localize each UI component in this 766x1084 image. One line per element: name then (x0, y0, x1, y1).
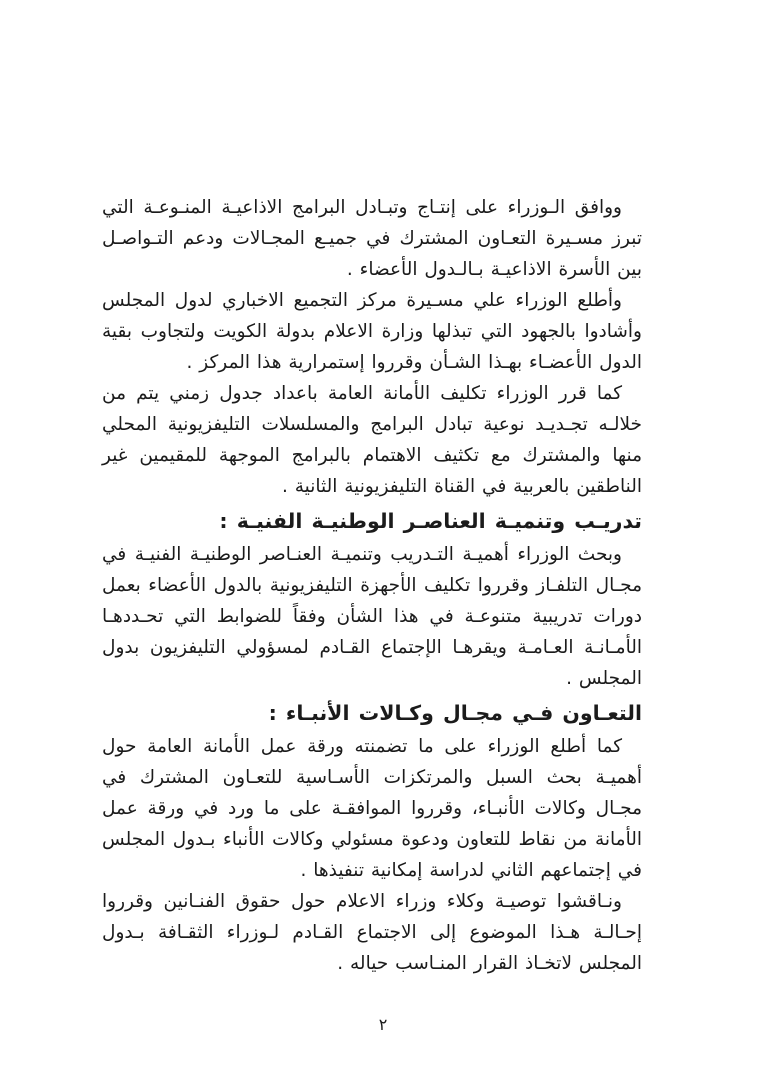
paragraph-news-gathering-center: وأطلع الوزراء علي مسـيرة مركز التجميع الاخباري لدول المجلس وأشادوا بالجهود التي تبذلها وزارة الاعلام بدولة الكويت ولتجاوب بقية الدول الأعضـاء بهـذا الشـأن وقرروا إستمرارية هذا المركز . (102, 290, 642, 373)
paragraph-news-agencies-working-paper: كما أطلع الوزراء على ما تضمنته ورقة عمل الأمانة العامة حول أهميـة بحث السبل والمرتكزات الأسـاسية للتعـاون المشترك في مجـال وكالات الأنبـاء، وقرروا الموافقـة على ما ورد في ورقة عمل الأمانة من نقاط للتعاون ودعوة مسئولي وكالات الأنباء بـدول المجلس في إجتماعهم الثاني لدراسة إمكانية تنفيذها . (102, 736, 642, 881)
paragraph-program-exchange-schedule: كما قرر الوزراء تكليف الأمانة العامة باعداد جدول زمني يتم من خلالـه تجـديـد نوعية تبادل البرامج والمسلسلات التليفزيونية المحلي منها والمشترك مع تكثيف الاهتمام بالبرامج الموجهة للمقيمين غير الناطقين بالعربية في القناة التليفزيونية الثانية . (102, 383, 642, 497)
document-text-block (102, 192, 642, 979)
page-number: ٢ (378, 1015, 388, 1034)
heading-news-agencies-cooperation: التعـاون فـي مجـال وكـالات الأنبـاء : (268, 701, 642, 725)
paragraph-television-training: وبحث الوزراء أهميـة التـدريب وتنميـة العنـاصر الوطنيـة الفنيـة في مجـال التلفـاز وقرروا تكليف الأجهزة التليفزيونية بالدول الأعضاء بعمل دورات تدريبية متنوعـة في هذا الشأن وفقاً للضوابط التي تحـددهـا الأمـانـة العـامـة ويقرهـا الإجتماع القـادم لمسؤولي التليفزيون بدول المجلس . (102, 544, 642, 689)
heading-training-national-talent: تدريـب وتنميـة العناصـر الوطنيـة الفنيـة : (219, 509, 642, 533)
paragraph-artists-rights: ونـاقشوا توصيـة وكلاء وزراء الاعلام حول حقوق الفنـانين وقرروا إحـالـة هـذا الموضوع إلى الاجتماع القـادم لـوزراء الثقـافة بـدول المجلس لاتخـاذ القرار المنـاسب حياله . (102, 891, 642, 974)
paragraph-broadcast-programs: ووافق الـوزراء على إنتـاج وتبـادل البرامج الاذاعيـة المنـوعـة التي تبرز مسـيرة التعـاون المشترك في جميـع المجـالات ودعم التـواصـل بين الأسرة الاذاعيـة بـالـدول الأعضاء . (102, 197, 642, 280)
